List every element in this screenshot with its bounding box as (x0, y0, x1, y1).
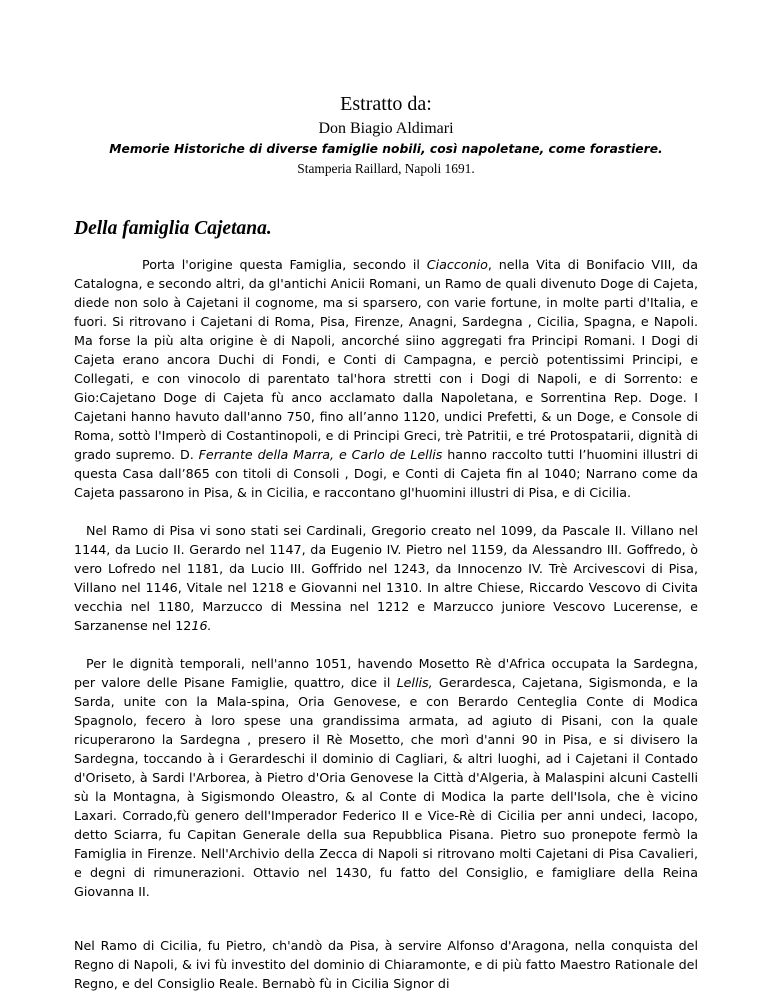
text-run: Nel Ramo di Pisa vi sono stati sei Cardinali, Gregorio creato nel 1099, da Pascale II. Villano nel 1144, da Lucio II. Gerardo nel 1147, da Eugenio IV. Pietro nel 1159, da Alessandro III. Goffredo, ò vero Lofredo nel 1181, da Lucio III. Goffrido nel 1243, da Innocenzo IV. Trè Arcivescovi di Pisa, Villano nel 1146, Vitale nel 1218 e Giovanni nel 1310. In altre Chiese, Riccardo Vescovo di Civita vecchia nel 1180, Marzucco di Messina nel 1212 e Marzucco juniore Vescovo Lucerense, e Sarzanense nel 12 (74, 523, 698, 633)
paragraph-origin (74, 255, 698, 502)
italic-run: 16. (191, 618, 212, 633)
text-run: Per le dignità temporali, nell'anno 1051, havendo Mosetto Rè d'Africa occupata la Sardegna, per valore delle Pisane Famiglie, quattro, dice il (74, 656, 698, 690)
document-page (74, 0, 698, 993)
work-title: Memorie Historiche di diverse famiglie nobili, così napoletane, come forastiere. (109, 142, 663, 156)
text-run: , nella Vita di Bonifacio VIII, da Catalogna, e secondo altri, da gl'antichi Anicii Romani, un Ramo de quali divenuto Doge di Cajeta, diede non solo à Cajetani il cognome, ma si sparsero, con varie fortune, in molte parti d'Italia, e fuori. Si ritrovano i Cajetani di Roma, Pisa, Firenze, Anagni, Sardegna , Cicilia, Spagna, e Napoli. Ma forse la più alta origine è di Napoli, ancorché siino aggregati fra Principi Romani. I Dogi di Cajeta erano ancora Duchi di Fondi, e Conti di Campagna, e perciò potentissimi Principi, e Collegati, e con vinocolo di parentato tal'hora stretti con i Dogi di Napoli, e di Sorrento: e Gio:Cajetano Doge di Cajeta fù anco acclamato dalla Napoletana, e Sorrentina Rep. Doge. I Cajetani hanno havuto dall'anno 750, fino all’anno 1120, undici Prefetti, & un Doge, e Console di Roma, sottò l'Imperò di Costantinopoli, e di Principi Greci, trè Patritii, e tré Protospatarii, dignità di grado supremo. D. (74, 257, 698, 462)
publisher-info: Stamperia Raillard, Napoli 1691. (297, 161, 475, 176)
text-run: Gerardesca, Cajetana, Sigismonda, e la Sarda, unite con la Mala-spina, Oria Genovese, e con Berardo Centeglia Conte di Modica Spagnolo, fecero à loro spese una grandissima armata, ad agiuto di Pisani, con la quale ricuperarono la Sardegna , presero il Rè Mosetto, che morì d'anni 90 in Pisa, e si divisero la Sardegna, toccando à i Gerardeschi il dominio di Cagliari, & altri luoghi, ad i Cajetani il Contado d'Oriseto, à Sardi l'Arborea, à Pietro d'Oria Genovese la Città d'Algeria, à Malaspini alcuni Castelli sù la Montagna, à Sigismondo Oleastro, & al Conte di Modica la parte dell'Isola, che è vicino Laxari. Corrado,fù genero dell'Imperador Federico II e Vice-Rè di Cicilia per anni undeci, Iacopo, detto Sciarra, fu Capitan Generale della sua Repubblica Pisana. Pietro suo pronepote fermò la Famiglia in Firenze. Nell'Archivio della Zecca di Napoli si ritrovano molti Cajetani di Pisa Cavalieri, e degni di rimunerazioni. Ottavio nel 1430, fu fatto del Consiglio, e famigliare della Reina Giovanna II. (74, 675, 699, 899)
paragraph-pisa-branch (74, 521, 698, 635)
italic-run: Ciacconio (426, 257, 488, 272)
italic-run: Ferrante della Marra, e Carlo de Lellis (198, 447, 443, 462)
text-run: Porta l'origine questa Famiglia, secondo il (142, 257, 427, 272)
paragraph-sicily-branch (74, 936, 698, 993)
text-run: hanno raccolto tutti l’huomini illustri di questa Casa dall’865 con titoli di Consoli , Dogi, e Conti di Cajeta fin al 1040; Narrano come da Cajeta passarono in Pisa, & in Cicilia, e raccontano gl'huomini illustri di Pisa, e di Cicilia. (74, 447, 698, 500)
text-run: Nel Ramo di Cicilia, fu Pietro, ch'andò da Pisa, à servire Alfonso d'Aragona, nella conquista del Regno di Napoli, & ivi fù investito del dominio di Chiaramonte, e di più fatto Maestro Rationale del Regno, e del Consiglio Reale. Bernabò fù in Cicilia Signor di (74, 938, 698, 991)
document-header (74, 92, 698, 177)
section-title: Della famiglia Cajetana. (74, 218, 272, 239)
paragraph-temporal-dignities (74, 654, 698, 901)
author-name: Don Biagio Aldimari (318, 120, 454, 137)
italic-run: Lellis, (396, 675, 433, 690)
excerpt-title: Estratto da: (340, 93, 432, 115)
